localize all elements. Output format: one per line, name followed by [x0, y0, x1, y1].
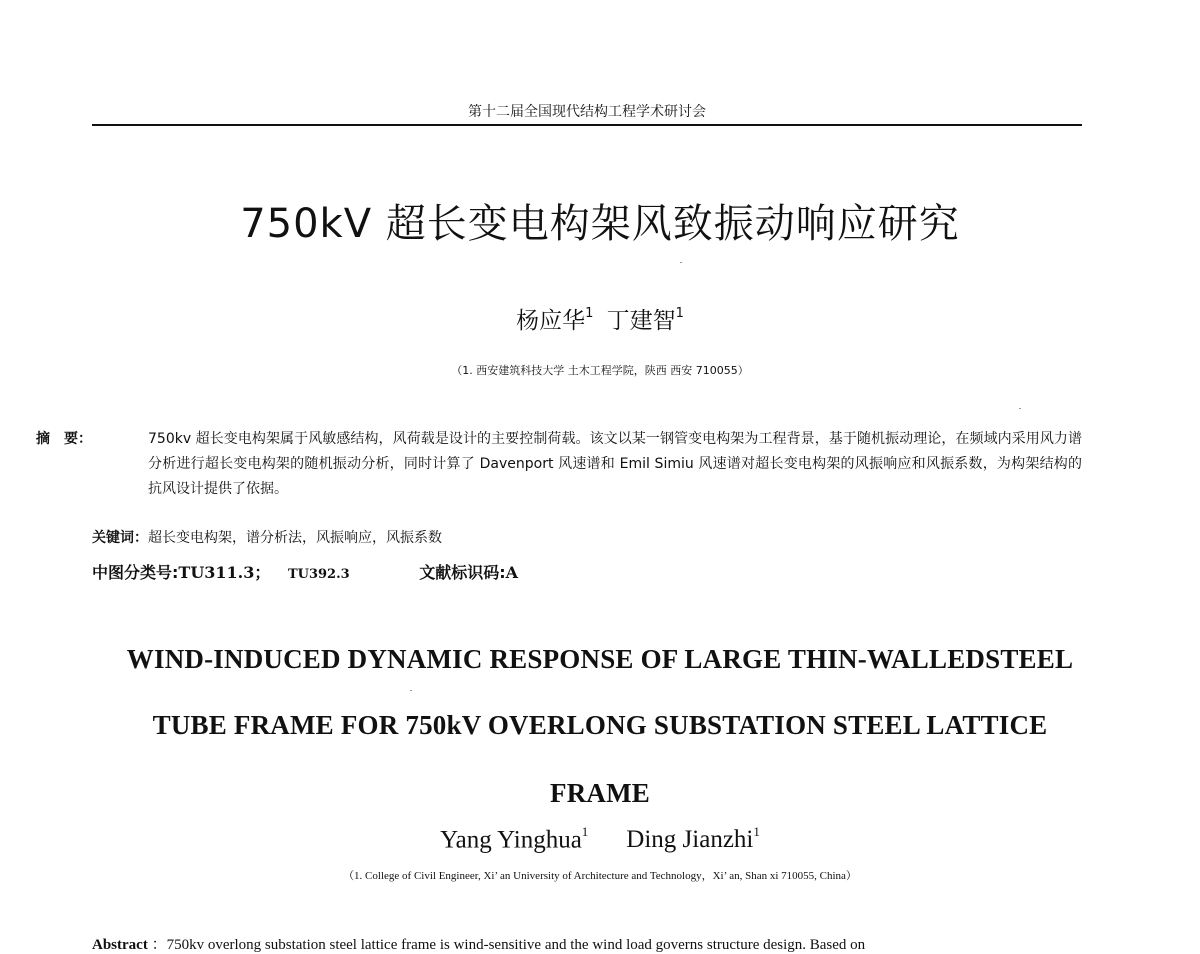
- chinese-affiliation: （1. 西安建筑科技大学 土木工程学院，陕西 西安 710055）: [451, 364, 749, 377]
- english-affiliation: （1. College of Civil Engineer, Xi’ an University of Architecture and Technology，Xi’ an, Shan xi 710055, China）: [343, 870, 857, 882]
- author-affiliation-mark: 1: [585, 306, 594, 322]
- scan-speck: [680, 262, 682, 263]
- document-code-label: 文献标识码:: [419, 563, 506, 582]
- author-name: Yang Yinghua: [440, 826, 582, 854]
- running-header: 第十二届全国现代结构工程学术研讨会: [468, 104, 706, 120]
- document-code: A: [505, 563, 519, 582]
- classification-code: TU392.3: [287, 567, 350, 582]
- abstract-text: ：750kv overlong substation steel lattice frame is wind-sensitive and the wind load governs structure design. Based on: [151, 937, 866, 953]
- abstract-label: 摘 要：: [36, 431, 92, 447]
- author-name: 杨应华: [516, 308, 586, 334]
- abstract-text: 750kv 超长变电构架属于风敏感结构，风荷载是设计的主要控制荷载。该文以某一钢管变电构架为工程背景，基于随机振动理论，在频域内采用风力谱分析进行超长变电构架的随机振动分析，同时计算了 Davenport 风速谱和 Emil Simiu 风速谱对超长变电构架的风振响应和风振系数，为构架结构的抗风设计提供了依据。: [148, 431, 1082, 497]
- keywords-label: 关键词：: [92, 530, 148, 546]
- header-rule: [92, 124, 1082, 126]
- author-affiliation-mark: 1: [675, 306, 684, 322]
- english-title-line: WIND-INDUCED DYNAMIC RESPONSE OF LARGE THIN-WALLEDSTEEL: [126, 644, 1074, 674]
- scan-speck: [1019, 408, 1021, 409]
- english-title-line: FRAME: [550, 778, 650, 808]
- keywords: [92, 527, 442, 547]
- abstract-label: Abstract: [92, 937, 148, 953]
- author-affiliation-mark: 1: [581, 824, 589, 839]
- chinese-authors: [0, 302, 1200, 335]
- chinese-abstract: [36, 427, 1082, 502]
- author-affiliation-mark: 1: [753, 824, 760, 839]
- english-authors: [0, 826, 1200, 854]
- author-name: Ding Jianzhi: [626, 826, 754, 854]
- chinese-title: 750kV 超长变电构架风致振动响应研究: [240, 201, 960, 247]
- classification-line: [92, 560, 518, 583]
- keywords-text: 超长变电构架，谱分析法，风振响应，风振系数: [148, 530, 442, 546]
- classification-code: TU311.3；: [178, 563, 271, 582]
- classification-label: 中图分类号:: [92, 563, 179, 582]
- english-title-line: TUBE FRAME FOR 750kV OVERLONG SUBSTATION STEEL LATTICE: [152, 710, 1048, 740]
- author-name: 丁建智: [606, 308, 676, 334]
- scan-speck: [410, 690, 412, 691]
- english-abstract: [92, 933, 1082, 954]
